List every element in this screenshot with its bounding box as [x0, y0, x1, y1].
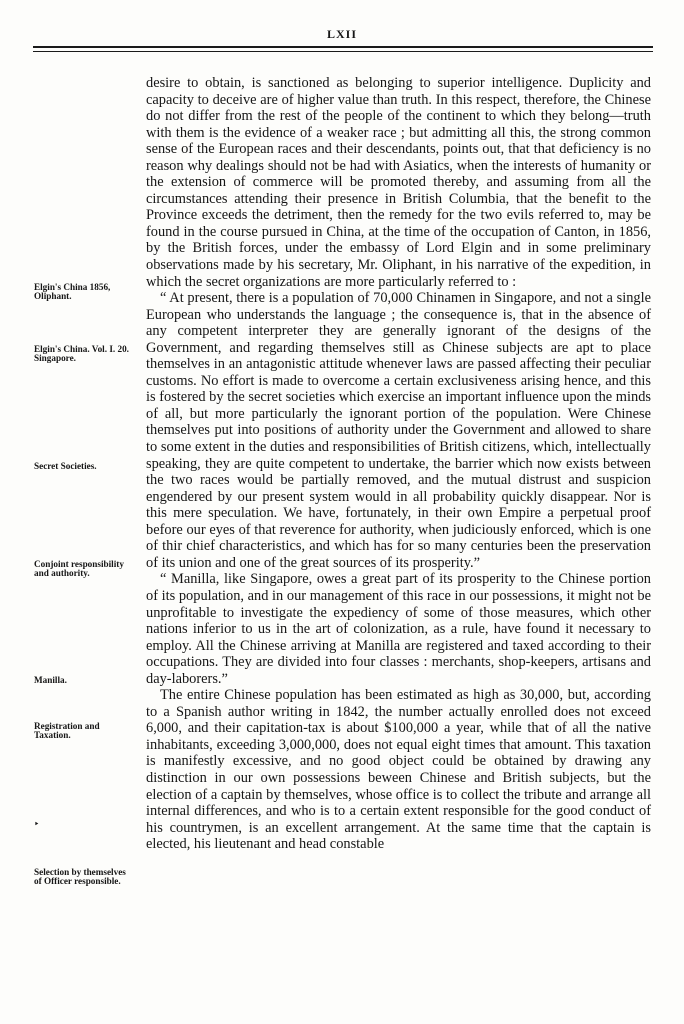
main-text: [146, 75, 651, 853]
margin-note-selection-by-themselves: Selection by themselves of Officer responsible.: [34, 867, 126, 887]
header-rule-thin: [33, 51, 653, 52]
paragraph-opening: desire to obtain, is sanctioned as belonging to superior intelligence. Duplicity and capacity to deceive are of higher value than truth. In this respect, therefore, the Chinese do not differ from the rest of the people of the continent to which they belong—truth with them is the evidence of a weaker race ; but admitting all this, the strong common sense of the European races and their descendants, points out, that that deficiency is no reason why dealings should not be had with Asiatics, when the interests of humanity or the extension of commerce will be promoted thereby, and assuming from all the circumstances attending their presence in British Columbia, that the benefit to the Province exceeds the detriment, then the remedy for the two evils referred to, may be found in the course pursued in China, at the time of the occupation of Canton, in 1856, by the British forces, under the embassy of Lord Elgin and in some preliminary observations made by his secretary, Mr. Oliphant, in his narrative of the expedition, in which the secret organizations are more particularly referred to :: [146, 75, 651, 290]
margin-note-elgins-china-oliphant: Elgin's China 1856, Oliphant.: [34, 282, 111, 302]
margin-note-manilla: Manilla.: [34, 675, 67, 685]
margin-note-conjoint-responsibility: Conjoint responsibility and authority.: [34, 559, 124, 579]
paragraph-manilla-quote: “ Manilla, like Singapore, owes a great part of its prosperity to the Chinese portion of its population, and in our management of this race in our possessions, it might not be unprofitable to investigate the expediency of some of those measures, which other nations inferior to us in the art of colonization, as a rule, have found it necessary to employ. All the Chinese arriving at Manilla are registered and taxed according to their occupations. They are divided into four classes : merchants, shop-keepers, artisans and day-laborers.”: [146, 571, 651, 687]
margin-note-registration-taxation: Registration and Taxation.: [34, 721, 100, 741]
header-rule-thick: [33, 46, 653, 48]
margin-note-secret-societies: Secret Societies.: [34, 461, 97, 471]
margin-note-elgins-china-singapore: Elgin's China. Vol. I. 20. Singapore.: [34, 344, 129, 364]
stray-mark: ‣: [34, 819, 40, 829]
paragraph-singapore-quote: “ At present, there is a population of 70,000 Chinamen in Singapore, and not a single European who understands the language ; the consequence is, that in the absence of any competent interpreter they are generally ignorant of the designs of the Government, and regarding themselves still as Chinese subjects are apt to place themselves in an antagonistic attitude whenever laws are passed affecting their peculiar customs. No effort is made to overcome a certain exclusiveness arising hence, and this is fostered by the secret societies which exercise an important influence upon the minds of all, but more particularly the ignorant portion of the population. Were Chinese themselves put into positions of authority under the Government and allowed to share to some extent in the duties and responsibilities of British citizens, which, intellectually speaking, they are quite competent to undertake, the barrier which now exists between the two races would be partially removed, and the mutual distrust and suspicion engendered by our present system would in all probability quickly disappear. Nor is this mere speculation. We have, fortunately, in their own Empire a perpetual proof before our eyes of that reverence for authority, when judiciously enforced, which is one of thir chief characteristics, and which has for so many centuries been the preservation of its union and one of the great sources of its prosperity.”: [146, 290, 651, 571]
paragraph-chinese-population: The entire Chinese population has been estimated as high as 30,000, but, according to a Spanish author writing in 1842, the number actually enrolled does not exceed 6,000, and their capitation-tax is about $100,000 a year, while that of all the native inhabitants, exceeding 3,000,000, does not equal eight times that amount. This taxation is manifestly excessive, and no good object could be obtained by drawing any distinction in our own possessions beween Chinese and British subjects, but the election of a captain by themselves, whose office is to collect the tribute and arrange all internal differences, and who is to a certain extent responsible for the good conduct of his countrymen, is an excellent arrangement. At the same time that the captain is elected, his lieutenant and head constable: [146, 687, 651, 853]
page-number: LXII: [326, 27, 357, 41]
